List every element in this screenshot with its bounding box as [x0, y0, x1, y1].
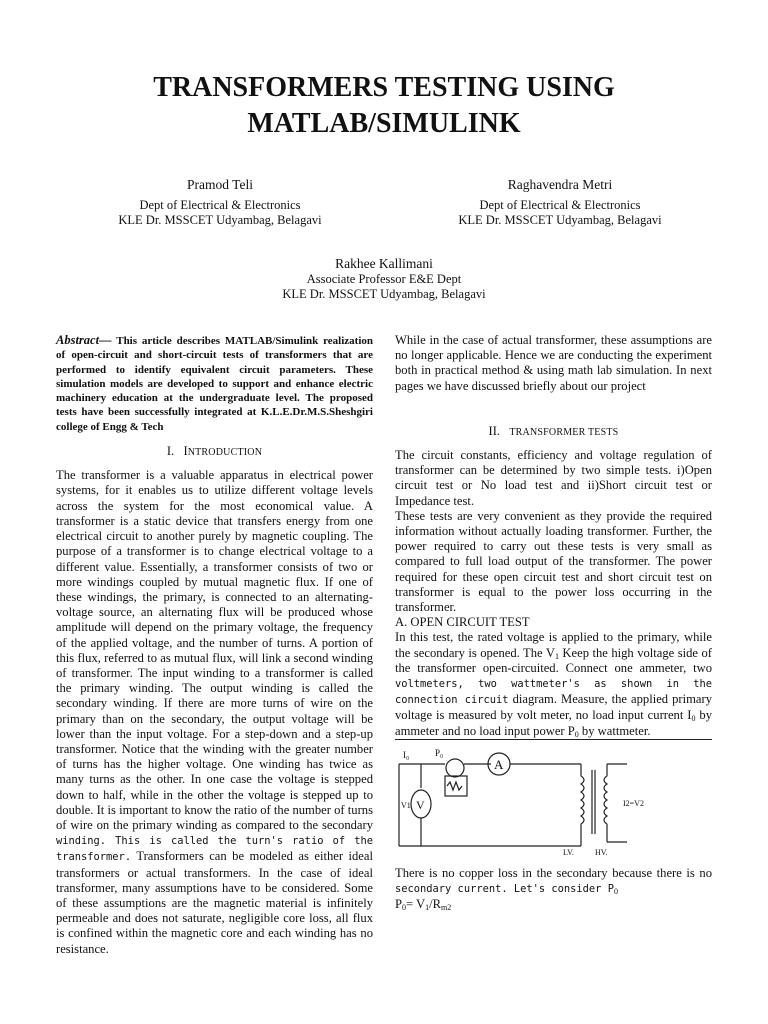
intro-mono-text: winding. This is called the turn's ratio of the transformer. — [56, 835, 373, 864]
open-circuit-paragraph — [395, 630, 712, 739]
label-hv: HV. — [595, 847, 608, 857]
wattmeter-coil — [445, 776, 467, 796]
label-ammeter: A — [494, 756, 504, 772]
secondary-coil — [604, 776, 607, 824]
section-number: I. — [166, 444, 175, 459]
author-dept: Dept of Electrical & Electronics — [479, 197, 641, 212]
right-column — [395, 333, 712, 912]
author-institution: KLE Dr. MSSCET Udyambag, Belagavi — [458, 213, 662, 227]
author-block-3 — [254, 256, 514, 303]
author-name: Rakhee Kallimani — [335, 256, 433, 271]
abstract-text: This article describes MATLAB/Simulink realization of open-circuit and short-circuit tests of transformers that are performed to identify equivalent circuit parameters. These simulation models are developed to support and enhance electric machinery education at the undergraduate level. The proposed tests have been successfully integrated at K.L.E.Dr.M.S.Sheshgiri college of Engg & Tech — [56, 335, 373, 433]
section-heading-introduction — [56, 444, 373, 460]
author-name: Raghavendra Metri — [507, 177, 613, 192]
label-i0: I₀ — [403, 749, 410, 760]
intro-tail-text: Transformers can be modeled as either ideal transformers or actual transformers. In the case of ideal transformer, many assumptions have to be considered. Some of these assumptions are the magnetic material is infinitely permeable and does not saturate, negligible core loss, all flux is confined within the magnetic core and each winding has no resistance. — [56, 849, 373, 956]
intro-paragraph — [56, 468, 373, 957]
formula-sub-m2: m2 — [441, 903, 452, 913]
oc-sub-1: 1 — [554, 651, 559, 661]
left-column — [56, 333, 373, 957]
subsection-heading-open-circuit: A. OPEN CIRCUIT TEST — [395, 615, 530, 630]
tests-paragraph-2: These tests are very convenient as they provide the required information without actually loading transformer. Further, the power required to carry out these tests is very small as compared to full load output of the transformer. The power required for these open circuit test and short circuit test on transformer is equal to the power loss occurring in the transformer. — [395, 508, 712, 615]
oc-text-1: In this test, the rated voltage is applied to the primary, while the secondary is opened. The V — [395, 630, 712, 660]
section-title-initial: I — [183, 444, 188, 459]
section-heading-transformer-tests — [395, 424, 712, 440]
paper-title — [0, 70, 768, 142]
label-lv: LV. — [563, 847, 574, 857]
formula-equals-v: = V — [406, 897, 426, 912]
wattmeter-resistor — [447, 782, 462, 790]
label-p0: P₀ — [435, 747, 444, 758]
copper-sub: 0 — [613, 887, 618, 897]
abstract — [56, 333, 373, 434]
formula-r: /R — [429, 897, 442, 912]
oc-text-3: diagram. Measure, the applied primary voltage is measured by volt meter, no load input current I — [395, 692, 712, 723]
tests-paragraph-1: The circuit constants, efficiency and voltage regulation of transformer can be determined by two simple tests. i)Open circuit test or No load test and ii)Short circuit test or Impedance test. — [395, 448, 712, 508]
oc-text-5: by wattmeter. — [578, 723, 651, 738]
label-voltmeter: V — [416, 797, 425, 812]
open-circuit-diagram — [395, 746, 655, 858]
section-title: TRANSFORMER TESTS — [509, 426, 619, 438]
primary-coil — [581, 776, 584, 824]
copper-loss-paragraph — [395, 866, 712, 897]
oc-sub-3: 0 — [574, 729, 579, 739]
formula-p: P — [395, 897, 403, 912]
copper-text: There is no copper loss in the secondary because there is no — [395, 865, 712, 880]
author-name: Pramod Teli — [187, 177, 253, 192]
oc-sub-2: 0 — [691, 714, 696, 724]
section-number: II. — [488, 423, 500, 438]
formula — [395, 897, 712, 912]
author-institution: KLE Dr. MSSCET Udyambag, Belagavi — [118, 213, 322, 227]
continued-paragraph: While in the case of actual transformer, these assumptions are no longer applicable. Hence we are conducting the experiment both in practical method & using math lab simulation. In next pages we have discussed briefly about our project — [395, 333, 712, 393]
oc-mono-text: voltmeters, two wattmeter's as shown in the connection circuit — [395, 678, 712, 707]
oc-text-4: by ammeter and no load input power P — [395, 708, 712, 738]
abstract-lead: Abstract— — [56, 333, 112, 347]
label-v1: V1 — [401, 800, 411, 810]
author-block-2 — [430, 177, 690, 229]
author-dept: Dept of Electrical & Electronics — [139, 197, 301, 212]
author-dept: Associate Professor E&E Dept — [306, 271, 462, 286]
label-i2: I2=V2 — [623, 798, 644, 808]
title-line-1: TRANSFORMERS TESTING USING — [153, 72, 615, 103]
formula-sub-1: 1 — [425, 903, 430, 913]
wattmeter-symbol — [446, 759, 464, 777]
formula-sub-0: 0 — [402, 903, 407, 913]
author-block-1 — [90, 177, 350, 229]
title-line-2: MATLAB/SIMULINK — [247, 108, 521, 139]
oc-text-2: Keep the high voltage side of the transformer open-circuited. Connect one ammeter, two — [395, 645, 712, 675]
section-title-rest: NTRODUCTION — [187, 447, 263, 459]
author-institution: KLE Dr. MSSCET Udyambag, Belagavi — [282, 287, 486, 301]
intro-text: The transformer is a valuable apparatus in electrical power systems, for it enables us to utilize different voltage levels across the system for the most economical value. A transformer is a static device that transfers energy from one electrical circuit to another purely by magnetic coupling. The purpose of a transformer is to change electrical voltage to a different value. Essentially, a transformer consists of two or more windings coupled by mutual magnetic flux. If one of these windings, the primary, is connected to an alternating-voltage source, an alternating flux will be produced whose amplitude will depend on the primary voltage, the frequency of the applied voltage, and the number of turns. A portion of this flux, referred to as mutual flux, will link a second winding of transformer. The input winding to a transformer is called the primary winding. The output winding is called the secondary winding. If there are more turns of wire on the primary than on the secondary, the output voltage will be lower than the input voltage. For a step-down and a step-up transformer. Notice that the winding with the greater number of turns has the higher voltage. One winding has twice as many turns as the other. In one case the voltage is stepped down to half, while in the other the voltage is stepped up to double. It is important to know the ratio of the number of turns of wire on the primary winding as compared to the secondary — [56, 468, 373, 832]
copper-mono-text: secondary current. Let's consider P — [395, 883, 614, 896]
